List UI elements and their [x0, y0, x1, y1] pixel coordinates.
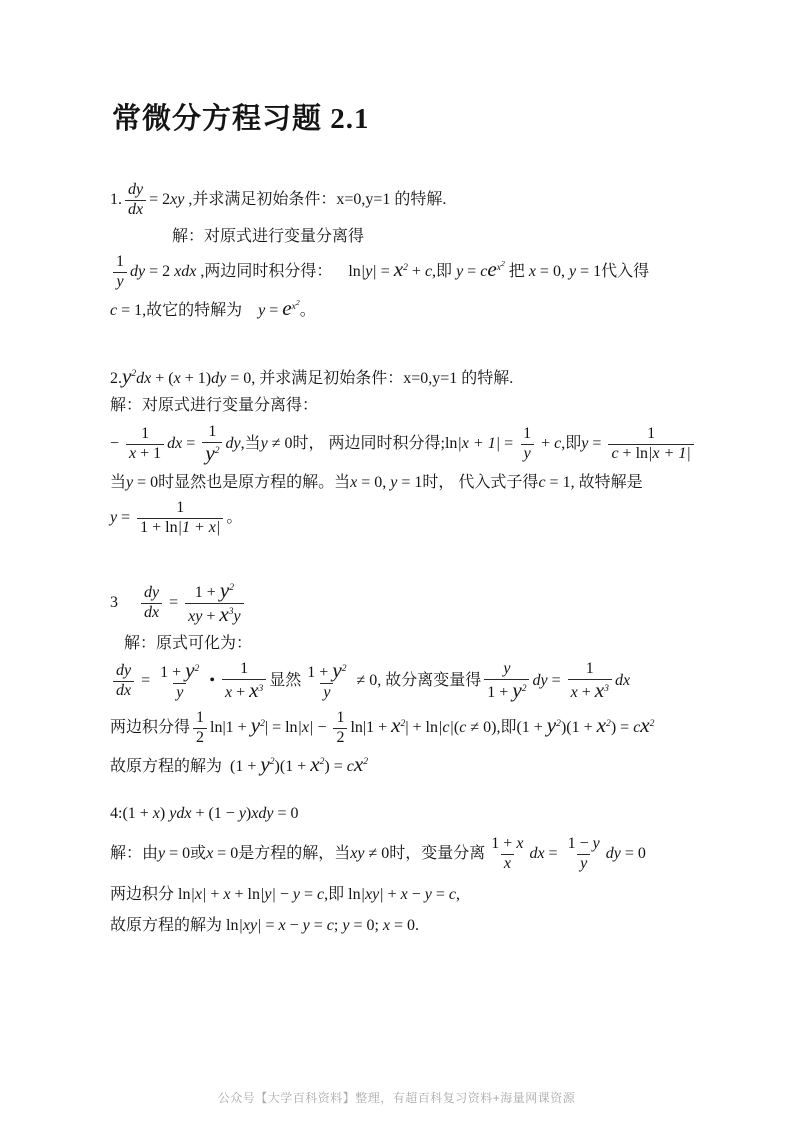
- problem-1-solution-result: c = 1,故它的特解为 $y = e^{x2}$。: [110, 296, 316, 321]
- problem-3-solution-intro: 解：原式可化为：: [124, 634, 253, 652]
- problem-1-equation: 1. $\frac{dy}{dx}$ = 2xy ,并求满足初始条件：x=0,y=1 的特解.: [110, 181, 447, 218]
- problem-1-solution-intro: 解：对原式进行变量分离得: [172, 227, 365, 245]
- problem-2-solution-result: y = $\frac{1}{1 + \ln|1 + x|}$ 。: [110, 499, 243, 537]
- problem-4-solution-intro: 解：由y = 0或x = 0是方程的解，当xy ≠ 0时，变量分离 $\frac{1 + x}{x}$ dx = $\frac{1 - y}{y}$ dy = 0: [110, 835, 646, 872]
- problem-2-solution-step-1: − $\frac{1}{x + 1}$ dx = $\frac{1}{y^2}$ dy,当y ≠ 0时， 两边同时积分得;ln|x + 1| = $\frac{1}{y}$ + c,即y = $\frac{1}{c + \ln|x + 1|}$: [110, 423, 738, 466]
- footer-note: 公众号【大学百科资料】整理，有超百科复习资料+海量网课资源: [217, 1091, 576, 1105]
- problem-4-solution-step: 两边积分 ln|x| + x + ln|y| − y = c,即 ln|xy| + x − y = c,: [110, 885, 461, 903]
- problem-4: [110, 803, 738, 937]
- problem-2: [110, 363, 738, 538]
- problem-1-solution-step: $\frac{1}{y}$ dy = 2 xdx ,两边同时积分得： $\ln|y| = x^2 + c$,即 $y = ce^{x2}$ 把 x = 0, y = 1代入得: [110, 253, 738, 292]
- page-title: 常微分方程习题 2.1: [112, 103, 370, 135]
- problem-3-equation: 3 $\frac{dy}{dx}$ = $\frac{1 + y^2}{xy + x^3y}$: [110, 580, 738, 627]
- problem-3-solution-step-2: 两边积分得 $\frac{1}{2}$ $\ln|1 + y^2| = \ln|x|$ − $\frac{1}{2}$ $\ln|1 + x^2| + \ln|c|(c \ne 0)$,即$(1 + y^2)(1 + x^2) = cx^2$: [110, 709, 655, 746]
- problem-3-solution-result: 故原方程的解为 $(1 + y^2)(1 + x^2) = cx^2$: [110, 751, 369, 776]
- problem-1: [110, 181, 738, 322]
- problem-4-equation: 4:(1 + x) ydx + (1 − y)xdy = 0: [110, 805, 299, 823]
- problem-4-solution-result: 故原方程的解为 ln|xy| = x − y = c; y = 0; x = 0.: [110, 917, 420, 935]
- problem-3: [110, 577, 738, 777]
- problem-3-solution-step-1: $\frac{dy}{dx}$ = $\frac{1 + y^2}{y}$ • $\frac{1}{x + x^3}$ 显然 $\frac{1 + y^2}{y}$ ≠ 0, 故分离变量得 $\frac{y}{1 + y^2}$ dy = $\frac{1}{x + x^3}$ dx: [110, 660, 738, 703]
- problem-2-solution-step-2: 当y = 0时显然也是原方程的解。当x = 0, y = 1时， 代入式子得c = 1, 故特解是: [110, 473, 643, 491]
- problem-2-equation: $2.y^2dx + (x + 1)dy = 0$, 并求满足初始条件：x=0,y=1 的特解.: [110, 363, 514, 388]
- problem-2-solution-intro: 解：对原式进行变量分离得：: [110, 397, 319, 415]
